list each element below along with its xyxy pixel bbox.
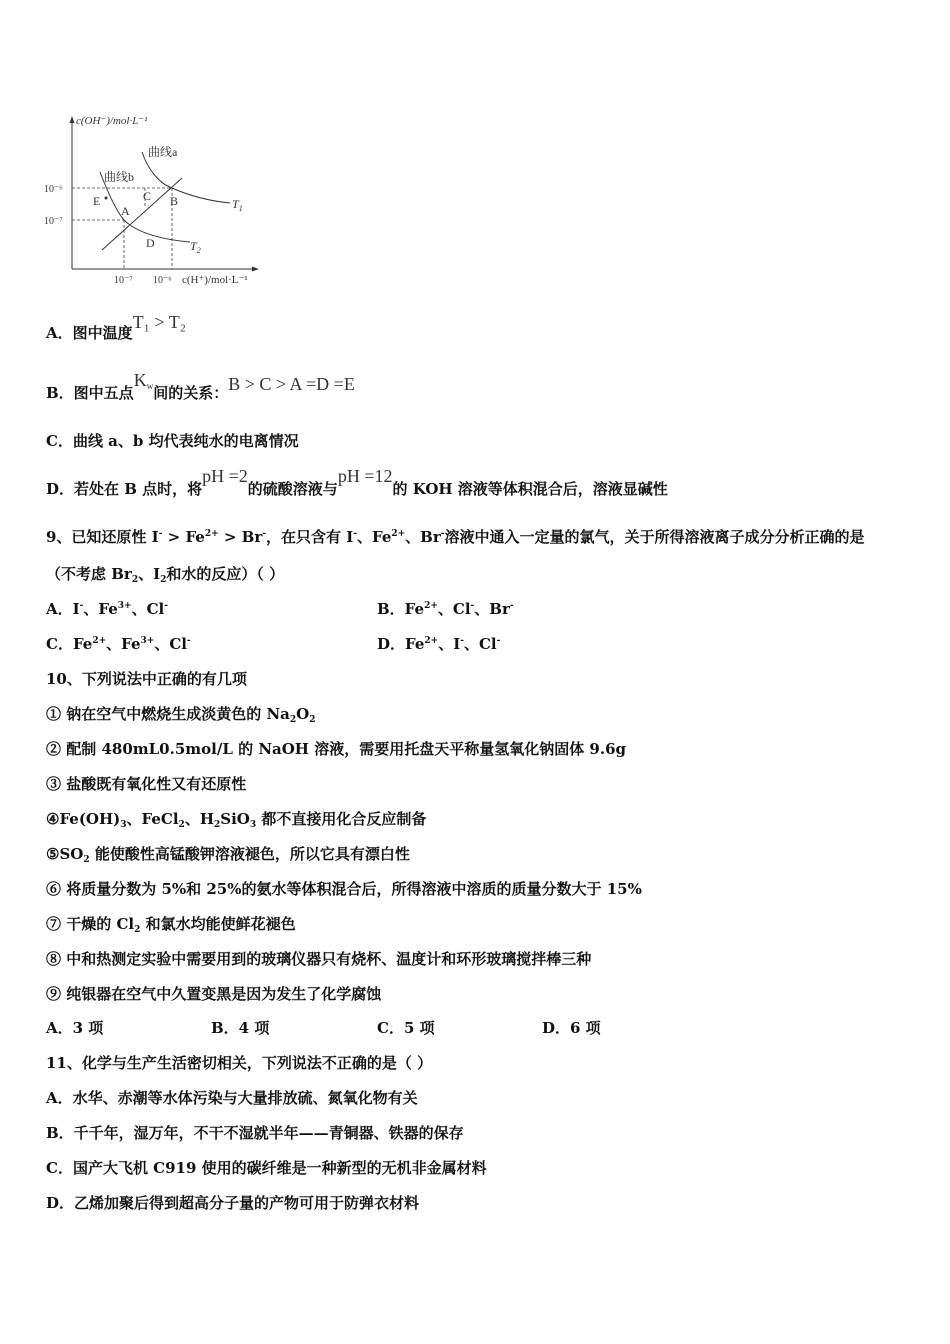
y-axis-arrow: [70, 116, 75, 123]
q8-option-a: A．图中温度T₁ > T₂: [46, 312, 187, 342]
q10-option-a: A．3 项: [46, 1019, 104, 1037]
q8-option-d: D．若处在 B 点时，将pH =2的硫酸溶液与pH =12的 KOH 溶液等体积混合后，溶液显碱性: [46, 466, 668, 498]
q10-statement-7: ⑦ 干燥的 $Cl_2$ 和氯水均能使鲜花褪色: [46, 915, 296, 935]
y-tick-1e-7: 10⁻⁷: [44, 216, 63, 227]
q10-statement-6: ⑥ 将质量分数为 5%和 25%的氨水等体积混合后，所得溶液中溶质的质量分数大于 15%: [46, 880, 642, 898]
q9-option-b: B．$Fe^{2+}$、Cl-、Br-: [377, 600, 514, 618]
point-B: B: [170, 194, 179, 208]
kw-symbol: $K_w$: [133, 370, 154, 391]
q9-option-d: D．$Fe^{2+}$、I-、Cl-: [377, 635, 501, 653]
q9-option-a: A．I-、$Fe^{3+}$、Cl-: [46, 600, 168, 618]
T1-label: $T_1$: [232, 197, 243, 213]
q10-statement-1: ① 钠在空气中燃烧生成淡黄色的 $Na_2O_2$: [46, 705, 316, 725]
q10-statement-2: ② 配制 480mL0.5mol/L 的 NaOH 溶液，需要用托盘天平称量氢氧化钠固体 9.6g: [46, 740, 627, 758]
curve-a-label: 曲线a: [148, 145, 178, 159]
x-tick-1e-7: 10⁻⁷: [114, 275, 133, 286]
q9-stem: 9、已知还原性 $I^- > Fe^{2+} > Br^-$，在只含有 I-、$Fe^{2+}$、Br-溶液中通入一定量的氯气，关于所得溶液离子成分分析正确的是: [46, 528, 865, 546]
kw-relation: B > C > A =D =E: [228, 374, 355, 394]
point-D: D: [146, 236, 155, 250]
q11-option-a: A．水华、赤潮等水体污染与大量排放硫、氮氧化物有关: [46, 1089, 418, 1107]
q9-stem-line2: （不考虑 $Br_2$、$I_2$和水的反应）（ ）: [46, 565, 285, 585]
q11-stem: 11、化学与生产生活密切相关，下列说法不正确的是（ ）: [46, 1054, 433, 1072]
ph-12: pH =12: [337, 466, 393, 486]
q10-option-c: C．5 项: [377, 1019, 435, 1037]
q10-option-b: B．4 项: [211, 1019, 270, 1037]
x-axis-arrow: [252, 267, 259, 272]
q9-option-c: C．$Fe^{2+}$、$Fe^{3+}$、Cl-: [46, 635, 191, 653]
y-tick-1e-6: 10⁻⁶: [44, 184, 63, 195]
q10-statement-8: ⑧ 中和热测定实验中需要用到的玻璃仪器只有烧杯、温度计和环形玻璃搅拌棒三种: [46, 950, 592, 968]
q8-option-c: C．曲线 a、b 均代表纯水的电离情况: [46, 432, 299, 450]
curve-b-label: 曲线b: [104, 170, 135, 184]
point-C: C: [143, 189, 152, 203]
x-axis-label: c(H⁺)/mol·L⁻¹: [182, 274, 248, 286]
q8-option-b: B．图中五点$K_w$间的关系：B > C > A =D =E: [46, 370, 355, 402]
point-E-dot: [105, 197, 108, 200]
q11-option-d: D．乙烯加聚后得到超高分子量的产物可用于防弹衣材料: [46, 1194, 420, 1212]
q10-statement-3: ③ 盐酸既有氧化性又有还原性: [46, 775, 247, 793]
temperature-relation: T₁ > T₂: [132, 312, 187, 332]
q10-option-d: D．6 项: [542, 1019, 601, 1037]
x-tick-1e-6: 10⁻⁶: [153, 275, 172, 286]
y-axis-label: c(OH⁻)/mol·L⁻¹: [76, 115, 148, 127]
kw-graph: [40, 108, 280, 298]
point-E: E: [93, 194, 101, 208]
q11-option-b: B．千千年，湿万年，不干不湿就半年——青铜器、铁器的保存: [46, 1124, 464, 1142]
point-A: A: [121, 204, 130, 218]
ph-2: pH =2: [202, 466, 248, 486]
q10-stem: 10、下列说法中正确的有几项: [46, 670, 247, 688]
q10-statement-9: ⑨ 纯银器在空气中久置变黑是因为发生了化学腐蚀: [46, 985, 382, 1003]
q10-statement-5: $⑤SO_2$ 能使酸性高锰酸钾溶液褪色，所以它具有漂白性: [46, 845, 410, 865]
q10-statement-4: $④Fe(OH)_3$、FeCl$_2$、$H_2SiO_3$ 都不直接用化合反应制备: [46, 810, 427, 830]
T2-label: $T_2$: [190, 239, 201, 255]
q11-option-c: C．国产大飞机 C919 使用的碳纤维是一种新型的无机非金属材料: [46, 1159, 487, 1177]
curve-a-T1: [142, 152, 230, 203]
